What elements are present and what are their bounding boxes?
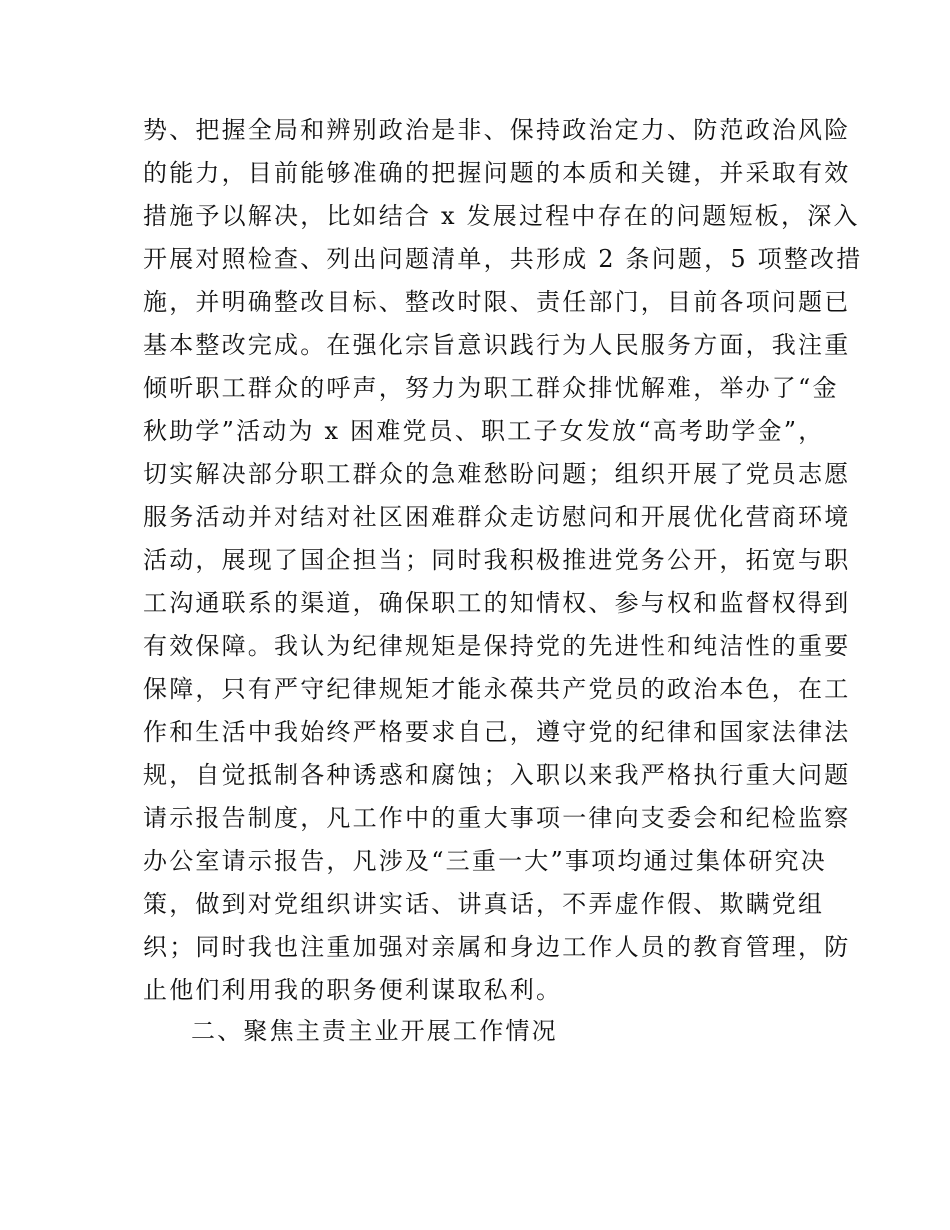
paragraph-line: 规，自觉抵制各种诱惑和腐蚀；入职以来我严格执行重大问题 xyxy=(143,761,851,789)
paragraph-line: 施，并明确整改目标、整改时限、责任部门，目前各项问题已 xyxy=(143,288,851,316)
paragraph-line: 的能力，目前能够准确的把握问题的本质和关键，并采取有效 xyxy=(143,159,851,187)
paragraph-line: 请示报告制度，凡工作中的重大事项一律向支委会和纪检监察 xyxy=(143,804,851,832)
section-heading: 二、聚焦主责主业开展工作情况 xyxy=(191,1017,558,1045)
paragraph-line: 活动，展现了国企担当；同时我积极推进党务公开，拓宽与职 xyxy=(143,546,851,574)
paragraph-line: 势、把握全局和辨别政治是非、保持政治定力、防范政治风险 xyxy=(143,116,851,144)
paragraph-line: 基本整改完成。在强化宗旨意识践行为人民服务方面，我注重 xyxy=(143,331,851,359)
paragraph-line: 保障，只有严守纪律规矩才能永葆共产党员的政治本色，在工 xyxy=(143,675,851,703)
paragraph-line: 服务活动并对结对社区困难群众走访慰问和开展优化营商环境 xyxy=(143,503,851,531)
paragraph-line: 作和生活中我始终严格要求自己，遵守党的纪律和国家法律法 xyxy=(143,718,851,746)
paragraph-line: 工沟通联系的渠道，确保职工的知情权、参与权和监督权得到 xyxy=(143,589,851,617)
paragraph-line: 秋助学”活动为 x 困难党员、职工子女发放“高考助学金”， xyxy=(143,417,825,445)
paragraph-line: 织；同时我也注重加强对亲属和身边工作人员的教育管理，防 xyxy=(143,933,851,961)
paragraph-line: 措施予以解决，比如结合 x 发展过程中存在的问题短板，深入 xyxy=(143,202,860,230)
paragraph-line: 切实解决部分职工群众的急难愁盼问题；组织开展了党员志愿 xyxy=(143,460,851,488)
paragraph-line: 开展对照检查、列出问题清单，共形成 2 条问题，5 项整改措 xyxy=(143,245,863,273)
paragraph-line: 策，做到对党组织讲实话、讲真话，不弄虚作假、欺瞒党组 xyxy=(143,890,825,918)
paragraph-line: 办公室请示报告，凡涉及“三重一大”事项均通过集体研究决 xyxy=(143,847,827,875)
paragraph-line: 有效保障。我认为纪律规矩是保持党的先进性和纯洁性的重要 xyxy=(143,632,851,660)
paragraph-line: 倾听职工群众的呼声，努力为职工群众排忧解难，举办了“金 xyxy=(143,374,839,402)
paragraph-line: 止他们利用我的职务便利谋取私利。 xyxy=(143,976,563,1004)
